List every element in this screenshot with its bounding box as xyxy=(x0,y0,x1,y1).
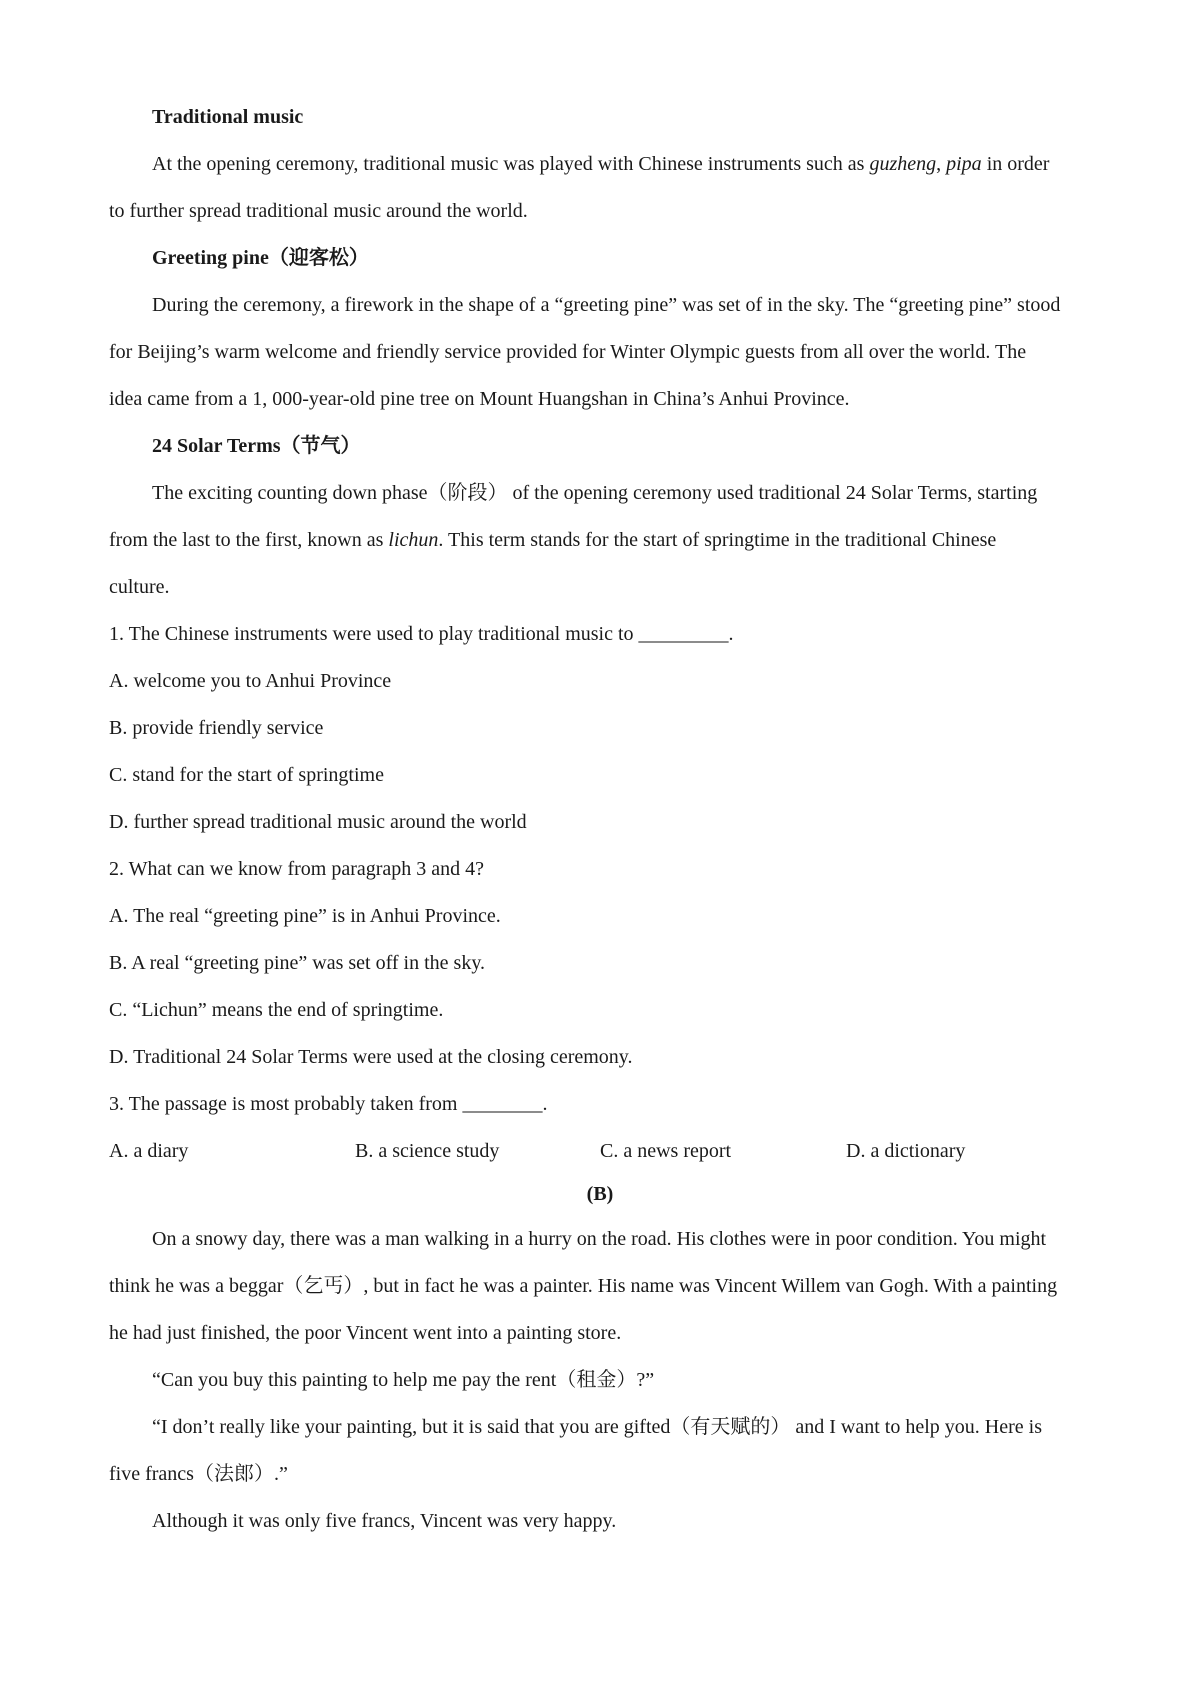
paragraph-b4: Although it was only five francs, Vincent was very happy. xyxy=(152,1510,617,1532)
question-1: 1. The Chinese instruments were used to play traditional music to _________. xyxy=(109,623,734,645)
paragraph-b1-line-1: On a snowy day, there was a man walking in a hurry on the road. His clothes were in poor condition. You might xyxy=(152,1228,1047,1250)
question-1-option-b: B. provide friendly service xyxy=(109,717,324,739)
paragraph-pine-line-3: idea came from a 1, 000-year-old pine tree on Mount Huangshan in China’s Anhui Province. xyxy=(109,388,850,410)
question-1-option-c: C. stand for the start of springtime xyxy=(109,764,384,786)
question-1-option-d: D. further spread traditional music around the world xyxy=(109,811,527,833)
paragraph-solar-line-3: culture. xyxy=(109,576,170,598)
term-guzheng: guzheng xyxy=(869,153,937,175)
question-3-option-c: C. a news report xyxy=(600,1140,732,1162)
question-3-option-d: D. a dictionary xyxy=(846,1140,966,1162)
paragraph-solar-line-2 xyxy=(109,527,1101,553)
paragraph-pine-line-1: During the ceremony, a firework in the shape of a “greeting pine” was set of in the sky. The “greeting pine” stood xyxy=(152,294,1061,316)
paragraph-music-line-1 xyxy=(152,151,1101,177)
question-3-option-a: A. a diary xyxy=(109,1140,189,1162)
paragraph-b2: “Can you buy this painting to help me pay the rent（租金）?” xyxy=(152,1369,655,1391)
question-1-option-a: A. welcome you to Anhui Province xyxy=(109,670,392,692)
paragraph-pine-line-2: for Beijing’s warm welcome and friendly service provided for Winter Olympic guests from all over the world. The xyxy=(109,341,1027,363)
term-pipa: pipa xyxy=(946,153,982,175)
question-2-option-d: D. Traditional 24 Solar Terms were used at the closing ceremony. xyxy=(109,1046,633,1068)
question-2: 2. What can we know from paragraph 3 and 4? xyxy=(109,858,485,880)
paragraph-b1-line-2: think he was a beggar（乞丐）, but in fact he was a painter. His name was Vincent Willem van Gogh. With a painting xyxy=(109,1275,1058,1297)
solar-text-b: . This term stands for the start of springtime in the traditional Chinese xyxy=(438,529,997,551)
heading-greeting-pine: Greeting pine（迎客松） xyxy=(152,247,369,269)
term-lichun: lichun xyxy=(388,529,439,551)
question-2-option-c: C. “Lichun” means the end of springtime. xyxy=(109,999,444,1021)
section-b-title: (B) xyxy=(586,1183,614,1205)
paragraph-b3-line-2: five francs（法郎）.” xyxy=(109,1463,288,1485)
heading-traditional-music: Traditional music xyxy=(152,106,304,128)
question-3: 3. The passage is most probably taken from ________. xyxy=(109,1093,548,1115)
question-2-option-b: B. A real “greeting pine” was set off in the sky. xyxy=(109,952,486,974)
question-3-option-b: B. a science study xyxy=(355,1140,500,1162)
solar-text-a: from the last to the first, known as xyxy=(109,529,389,551)
music-text-a: At the opening ceremony, traditional music was played with Chinese instruments such as xyxy=(152,153,870,175)
paragraph-solar-line-1: The exciting counting down phase（阶段） of the opening ceremony used traditional 24 Solar Terms, starting xyxy=(152,482,1038,504)
paragraph-b1-line-3: he had just finished, the poor Vincent went into a painting store. xyxy=(109,1322,622,1344)
paragraph-b3-line-1: “I don’t really like your painting, but it is said that you are gifted（有天赋的） and I want to help you. Here is xyxy=(152,1416,1042,1438)
paragraph-music-line-2: to further spread traditional music around the world. xyxy=(109,200,528,222)
heading-solar-terms: 24 Solar Terms（节气） xyxy=(152,435,361,457)
music-text-b: in order xyxy=(981,153,1050,175)
question-2-option-a: A. The real “greeting pine” is in Anhui Province. xyxy=(109,905,501,927)
music-text-comma: , xyxy=(936,153,947,175)
